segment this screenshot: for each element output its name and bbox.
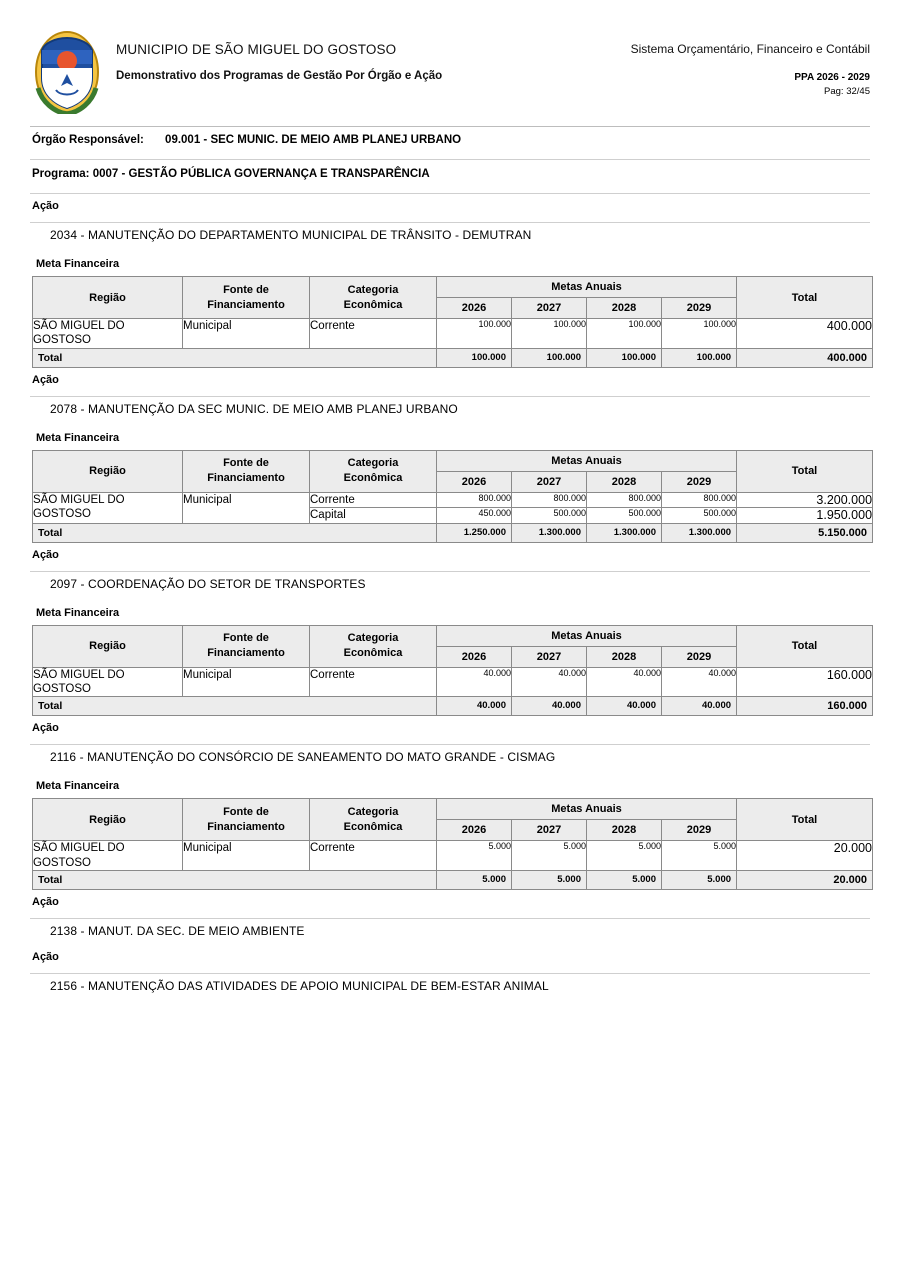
col-year-2028: 2028 [587, 471, 662, 492]
cell-2028: 5.000 [587, 841, 662, 871]
total-label: Total [33, 348, 437, 367]
col-year-2028: 2028 [587, 820, 662, 841]
cell-categoria: Corrente [310, 667, 437, 697]
col-year-2028: 2028 [587, 646, 662, 667]
acao-title: 2097 - COORDENAÇÃO DO SETOR DE TRANSPORTES [50, 576, 366, 591]
col-year-2026: 2026 [437, 820, 512, 841]
cell-fonte: Municipal [183, 492, 310, 523]
cell-total: 160.000 [737, 667, 873, 697]
total-grand: 5.150.000 [737, 523, 873, 542]
col-regiao: Região [33, 799, 183, 841]
acao-label: Ação [32, 896, 59, 908]
total-2028: 5.000 [587, 871, 662, 890]
col-categoria: Categoria Econômica [310, 450, 437, 492]
cell-2026: 800.000 [437, 492, 512, 507]
total-grand: 160.000 [737, 697, 873, 716]
cell-total: 20.000 [737, 841, 873, 871]
org-responsavel-value: 09.001 - SEC MUNIC. DE MEIO AMB PLANEJ URBANO [165, 134, 462, 146]
meta-financeira-label: Meta Financeira [36, 606, 120, 619]
col-year-2026: 2026 [437, 298, 512, 319]
total-grand: 400.000 [737, 348, 873, 367]
cell-2027: 800.000 [512, 492, 587, 507]
acao-title: 2116 - MANUTENÇÃO DO CONSÓRCIO DE SANEAMENTO DO MATO GRANDE - CISMAG [50, 750, 556, 765]
cell-2028: 100.000 [587, 319, 662, 349]
cell-2027: 5.000 [512, 841, 587, 871]
col-total: Total [737, 625, 873, 667]
cell-2026: 40.000 [437, 667, 512, 697]
col-year-2029: 2029 [662, 646, 737, 667]
col-year-2029: 2029 [662, 298, 737, 319]
acao-label: Ação [32, 200, 59, 212]
total-2026: 100.000 [437, 348, 512, 367]
total-label: Total [33, 697, 437, 716]
col-year-2026: 2026 [437, 471, 512, 492]
col-year-2029: 2029 [662, 471, 737, 492]
col-metas-anuais: Metas Anuais [437, 450, 737, 471]
table-row [33, 319, 873, 349]
table-header-row [33, 450, 873, 471]
total-label: Total [33, 523, 437, 542]
cell-categoria: Corrente [310, 319, 437, 349]
col-categoria: Categoria Econômica [310, 277, 437, 319]
meta-financeira-label: Meta Financeira [36, 431, 120, 444]
cell-fonte: Municipal [183, 667, 310, 697]
col-regiao: Região [33, 625, 183, 667]
total-2029: 1.300.000 [662, 523, 737, 542]
cell-fonte: Municipal [183, 841, 310, 871]
table-header-row [33, 277, 873, 298]
total-2027: 5.000 [512, 871, 587, 890]
total-2026: 40.000 [437, 697, 512, 716]
table-total-row [33, 523, 873, 542]
col-year-2027: 2027 [512, 820, 587, 841]
total-2028: 100.000 [587, 348, 662, 367]
cell-total: 400.000 [737, 319, 873, 349]
meta-financeira-table [32, 625, 873, 717]
total-2029: 100.000 [662, 348, 737, 367]
total-label: Total [33, 871, 437, 890]
cell-categoria: Corrente [310, 492, 437, 507]
cell-2027: 40.000 [512, 667, 587, 697]
cell-categoria: Corrente [310, 841, 437, 871]
cell-2026: 450.000 [437, 508, 512, 523]
total-2027: 1.300.000 [512, 523, 587, 542]
org-responsavel-label: Órgão Responsável: [32, 134, 144, 146]
acao-label: Ação [32, 548, 59, 561]
total-2026: 1.250.000 [437, 523, 512, 542]
meta-financeira-table [32, 276, 873, 368]
cell-regiao: SÃO MIGUEL DO GOSTOSO [33, 319, 183, 349]
col-metas-anuais: Metas Anuais [437, 625, 737, 646]
cell-2027: 500.000 [512, 508, 587, 523]
col-year-2026: 2026 [437, 646, 512, 667]
cell-2029: 40.000 [662, 667, 737, 697]
table-row [33, 667, 873, 697]
table-row [33, 492, 873, 507]
col-categoria: Categoria Econômica [310, 799, 437, 841]
org-responsavel [30, 127, 870, 153]
col-fonte: Fonte de Financiamento [183, 450, 310, 492]
total-2028: 1.300.000 [587, 523, 662, 542]
acao-title: 2138 - MANUT. DA SEC. DE MEIO AMBIENTE [50, 924, 305, 938]
col-year-2027: 2027 [512, 646, 587, 667]
total-grand: 20.000 [737, 871, 873, 890]
page-header [30, 28, 870, 120]
cell-total: 3.200.000 [737, 492, 873, 507]
cell-2026: 5.000 [437, 841, 512, 871]
col-metas-anuais: Metas Anuais [437, 277, 737, 298]
cell-total: 1.950.000 [737, 508, 873, 523]
table-total-row [33, 348, 873, 367]
col-fonte: Fonte de Financiamento [183, 625, 310, 667]
cell-regiao: SÃO MIGUEL DO GOSTOSO [33, 492, 183, 523]
system-name: Sistema Orçamentário, Financeiro e Contábil [630, 42, 870, 56]
acao-label: Ação [32, 722, 59, 735]
col-total: Total [737, 450, 873, 492]
col-year-2027: 2027 [512, 298, 587, 319]
total-2026: 5.000 [437, 871, 512, 890]
cell-2029: 100.000 [662, 319, 737, 349]
col-year-2027: 2027 [512, 471, 587, 492]
table-total-row [33, 871, 873, 890]
col-regiao: Região [33, 277, 183, 319]
cell-categoria: Capital [310, 508, 437, 523]
acao-label: Ação [32, 951, 59, 963]
meta-financeira-label: Meta Financeira [36, 780, 120, 793]
cell-fonte: Municipal [183, 319, 310, 349]
acao-title: 2078 - MANUTENÇÃO DA SEC MUNIC. DE MEIO AMB PLANEJ URBANO [50, 401, 458, 416]
programa-title: Programa: 0007 - GESTÃO PÚBLICA GOVERNANÇA E TRANSPARÊNCIA [32, 168, 430, 180]
cell-2029: 800.000 [662, 492, 737, 507]
cell-2029: 5.000 [662, 841, 737, 871]
header-meta [570, 28, 870, 97]
table-row [33, 841, 873, 871]
cell-2028: 40.000 [587, 667, 662, 697]
col-year-2029: 2029 [662, 820, 737, 841]
total-2027: 100.000 [512, 348, 587, 367]
cell-regiao: SÃO MIGUEL DO GOSTOSO [33, 841, 183, 871]
acao-title: 2156 - MANUTENÇÃO DAS ATIVIDADES DE APOIO MUNICIPAL DE BEM-ESTAR ANIMAL [50, 979, 549, 993]
cell-2028: 800.000 [587, 492, 662, 507]
col-year-2028: 2028 [587, 298, 662, 319]
meta-financeira-table [32, 450, 873, 543]
acao-label: Ação [32, 373, 59, 386]
table-total-row [33, 697, 873, 716]
total-2027: 40.000 [512, 697, 587, 716]
col-regiao: Região [33, 450, 183, 492]
table-header-row [33, 799, 873, 820]
col-categoria: Categoria Econômica [310, 625, 437, 667]
cell-2029: 500.000 [662, 508, 737, 523]
total-2028: 40.000 [587, 697, 662, 716]
organization-name: MUNICIPIO DE SÃO MIGUEL DO GOSTOSO [116, 42, 397, 57]
cell-2028: 500.000 [587, 508, 662, 523]
cell-2027: 100.000 [512, 319, 587, 349]
coat-of-arms-icon [32, 28, 102, 114]
table-header-row [33, 625, 873, 646]
cell-2026: 100.000 [437, 319, 512, 349]
col-total: Total [737, 799, 873, 841]
cell-regiao: SÃO MIGUEL DO GOSTOSO [33, 667, 183, 697]
document-subtitle: Demonstrativo dos Programas de Gestão Por Órgão e Ação [116, 70, 443, 82]
meta-financeira-table [32, 798, 873, 890]
total-2029: 40.000 [662, 697, 737, 716]
acao-title: 2034 - MANUTENÇÃO DO DEPARTAMENTO MUNICIPAL DE TRÂNSITO - DEMUTRAN [50, 228, 532, 242]
total-2029: 5.000 [662, 871, 737, 890]
col-total: Total [737, 277, 873, 319]
col-fonte: Fonte de Financiamento [183, 277, 310, 319]
meta-financeira-label: Meta Financeira [36, 258, 120, 270]
header-titles [102, 28, 570, 82]
ppa-period: PPA 2026 - 2029 [794, 72, 870, 83]
col-metas-anuais: Metas Anuais [437, 799, 737, 820]
page-number: Pag: 32/45 [824, 86, 870, 97]
col-fonte: Fonte de Financiamento [183, 799, 310, 841]
